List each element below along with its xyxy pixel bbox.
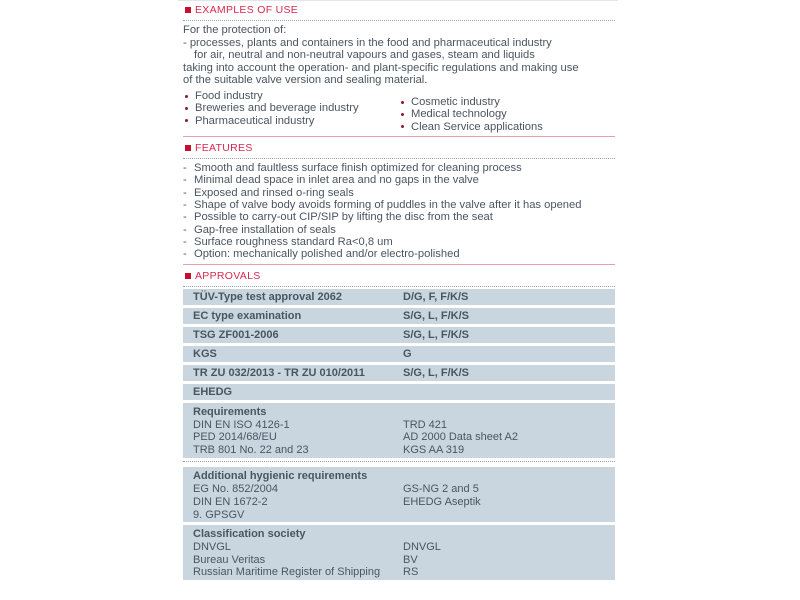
hygienic-item: GS-NG 2 and 5 <box>403 483 479 496</box>
hygienic-item: DIN EN 1672-2 <box>193 495 268 508</box>
approval-value: S/G, L, F/K/S <box>393 365 615 381</box>
hygienic-item <box>403 509 615 522</box>
list-item: Clean Service applications <box>399 121 615 133</box>
hygienic-item: 9. GPSGV <box>193 508 245 521</box>
examples-line: of the suitable valve version and sealing material. <box>183 74 428 87</box>
approvals-title: APPROVALS <box>195 269 261 282</box>
approvals-table-continued <box>183 464 615 583</box>
classification-item: Russian Maritime Register of Shipping <box>193 566 381 579</box>
feature-item: - Option: mechanically polished and/or electro-polished <box>183 248 460 261</box>
approval-value: S/G, L, F/K/S <box>393 308 615 324</box>
examples-title: EXAMPLES OF USE <box>195 4 299 16</box>
list-item: Medical technology <box>399 108 615 120</box>
square-bullet-icon <box>185 7 191 13</box>
list-item: Cosmetic industry <box>399 96 615 108</box>
feature-item: - Exposed and rinsed o-ring seals <box>183 186 354 199</box>
table-row <box>183 365 615 381</box>
examples-heading <box>183 2 615 18</box>
examples-line: - processes, plants and containers in the food and pharmaceutical industry <box>183 36 552 49</box>
classification-item: DNVGL <box>403 541 441 554</box>
table-row <box>183 308 615 324</box>
dotted-divider <box>183 461 615 462</box>
requirement-item: TRD 421 <box>403 418 448 431</box>
dotted-divider <box>183 20 615 21</box>
bullet-icon <box>401 125 404 128</box>
datasheet-page <box>183 2 615 583</box>
classification-item: RS <box>403 566 419 579</box>
approval-value: S/G, L, F/K/S <box>393 327 615 343</box>
hygienic-item: EG No. 852/2004 <box>193 483 279 496</box>
industry-list <box>183 90 615 133</box>
industry-list-right <box>399 90 615 133</box>
approval-name: TÜV-Type test approval 2062 <box>183 289 393 305</box>
classification-item: DNVGL <box>193 541 231 554</box>
classification-block <box>183 525 615 580</box>
feature-item: - Surface roughness standard Ra<0,8 um <box>183 235 393 248</box>
bullet-icon <box>185 107 188 110</box>
approval-name: TR ZU 032/2013 - TR ZU 010/2011 <box>183 365 393 381</box>
classification-title: Classification society <box>193 528 306 541</box>
examples-intro: For the protection of: <box>183 24 287 36</box>
approval-value <box>393 384 615 400</box>
feature-item: - Shape of valve body avoids forming of puddles in the valve after it has opened <box>183 199 582 212</box>
approvals-heading <box>183 268 615 284</box>
hygienic-item: EHEDG Aseptik <box>403 495 481 508</box>
dotted-divider <box>183 158 615 159</box>
features-list <box>183 162 615 260</box>
requirements-block <box>183 403 615 459</box>
table-row <box>183 346 615 362</box>
classification-item: Bureau Veritas <box>193 553 266 566</box>
requirement-item: KGS AA 319 <box>403 443 465 456</box>
approvals-table <box>183 286 615 462</box>
classification-item: BV <box>403 553 418 566</box>
hygienic-title: Additional hygienic requirements <box>193 470 368 483</box>
section-divider <box>183 136 615 137</box>
feature-item: - Gap-free installation of seals <box>183 223 336 236</box>
approval-name: KGS <box>183 346 393 362</box>
bullet-icon <box>401 113 404 116</box>
section-divider <box>183 264 615 265</box>
square-bullet-icon <box>185 273 191 279</box>
features-heading <box>183 140 615 156</box>
requirement-item: AD 2000 Data sheet A2 <box>403 431 518 444</box>
table-row <box>183 327 615 343</box>
feature-item: - Possible to carry-out CIP/SIP by lifting the disc from the seat <box>183 211 493 224</box>
requirements-title: Requirements <box>193 405 267 418</box>
bullet-icon <box>185 119 188 122</box>
feature-item: - Smooth and faultless surface finish optimized for cleaning process <box>183 162 522 175</box>
approval-name: TSG ZF001-2006 <box>183 327 393 343</box>
square-bullet-icon <box>185 145 191 151</box>
table-row <box>183 289 615 305</box>
table-row <box>183 384 615 400</box>
examples-line: for air, neutral and non-neutral vapours and gases, steam and liquids <box>194 49 535 62</box>
requirement-item: DIN EN ISO 4126-1 <box>193 418 290 431</box>
approval-value: G <box>393 346 615 362</box>
requirement-item: PED 2014/68/EU <box>193 431 277 444</box>
industry-list-left <box>183 90 399 133</box>
feature-item: - Minimal dead space in inlet area and no gaps in the valve <box>183 174 479 187</box>
top-divider <box>178 0 618 1</box>
approval-name: EHEDG <box>183 384 393 400</box>
bullet-icon <box>185 95 188 98</box>
approval-name: EC type examination <box>183 308 393 324</box>
features-title: FEATURES <box>195 142 253 155</box>
list-item: Pharmaceutical industry <box>183 115 399 127</box>
hygienic-block <box>183 467 615 522</box>
list-item: Food industry <box>183 90 399 102</box>
bullet-icon <box>401 101 404 104</box>
list-item: Breweries and beverage industry <box>183 102 399 114</box>
examples-line: taking into account the operation- and plant-specific regulations and making use <box>183 61 579 74</box>
approval-value: D/G, F, F/K/S <box>393 289 615 305</box>
requirement-item: TRB 801 No. 22 and 23 <box>193 443 309 456</box>
